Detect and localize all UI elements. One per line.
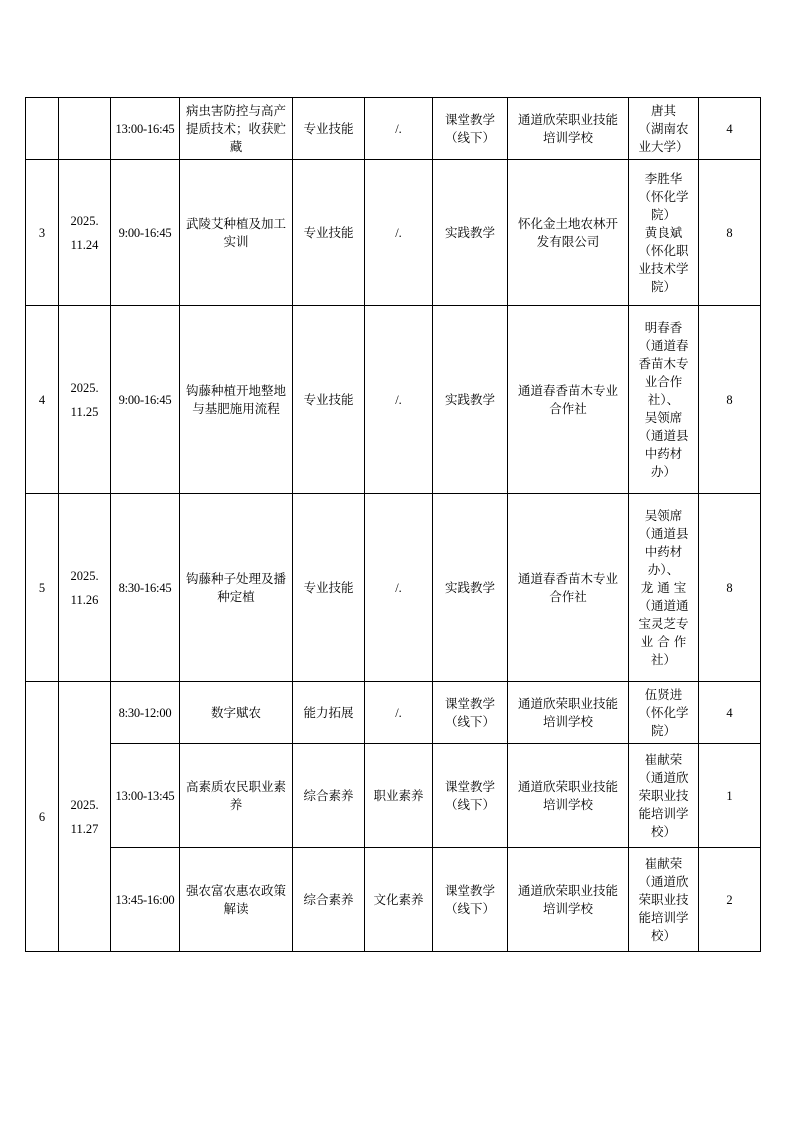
course-cell: 高素质农民职业素 养 [180,744,293,848]
category-cell: 专业技能 [293,98,365,160]
venue-cell: 通道欣荣职业技能 培训学校 [508,98,629,160]
course-cell: 数字赋农 [180,682,293,744]
teacher-cell: 崔献荣 （通道欣 荣职业技 能培训学 校） [629,744,699,848]
mode-cell: 课堂教学 （线下） [433,98,508,160]
category-cell: 能力拓展 [293,682,365,744]
subcategory-cell: /. [365,160,433,306]
teacher-cell: 吴领席 （通道县 中药材 办）、 龙 通 宝 （通道通 宝灵芝专 业 合 作 社） [629,494,699,682]
category-cell: 综合素养 [293,848,365,952]
serial-cell: 5 [26,494,59,682]
mode-cell: 课堂教学 （线下） [433,682,508,744]
table-row [26,848,761,952]
course-cell: 病虫害防控与高产 提质技术；收获贮 藏 [180,98,293,160]
subcategory-cell: /. [365,494,433,682]
subcategory-cell: /. [365,682,433,744]
subcategory-cell: /. [365,98,433,160]
table-row [26,494,761,682]
table-row [26,744,761,848]
teacher-cell: 明春香 （通道春 香苗木专 业合作 社）、 吴领席 （通道县 中药材 办） [629,306,699,494]
time-cell: 13:45-16:00 [111,848,180,952]
course-cell: 强农富农惠农政策 解读 [180,848,293,952]
table-row [26,306,761,494]
time-cell: 13:00-16:45 [111,98,180,160]
time-cell: 9:00-16:45 [111,160,180,306]
category-cell: 专业技能 [293,494,365,682]
teacher-cell: 崔献荣 （通道欣 荣职业技 能培训学 校） [629,848,699,952]
mode-cell: 实践教学 [433,306,508,494]
serial-cell: 4 [26,306,59,494]
mode-cell: 实践教学 [433,494,508,682]
time-cell: 13:00-13:45 [111,744,180,848]
hours-cell: 4 [699,98,761,160]
course-cell: 武陵艾种植及加工 实训 [180,160,293,306]
venue-cell: 通道欣荣职业技能 培训学校 [508,744,629,848]
teacher-cell: 伍贤进 （怀化学 院） [629,682,699,744]
date-cell: 2025. 11.24 [59,160,111,306]
venue-cell: 通道春香苗木专业 合作社 [508,306,629,494]
subcategory-cell: /. [365,306,433,494]
hours-cell: 1 [699,744,761,848]
date-cell: 2025. 11.27 [59,682,111,952]
course-cell: 钩藤种植开地整地 与基肥施用流程 [180,306,293,494]
subcategory-cell: 文化素养 [365,848,433,952]
date-cell [59,98,111,160]
serial-cell: 3 [26,160,59,306]
serial-cell: 6 [26,682,59,952]
hours-cell: 8 [699,494,761,682]
time-cell: 8:30-12:00 [111,682,180,744]
hours-cell: 2 [699,848,761,952]
serial-cell [26,98,59,160]
hours-cell: 4 [699,682,761,744]
venue-cell: 通道欣荣职业技能 培训学校 [508,848,629,952]
teacher-cell: 李胜华 （怀化学 院） 黄良斌 （怀化职 业技术学 院） [629,160,699,306]
table-row [26,682,761,744]
time-cell: 9:00-16:45 [111,306,180,494]
mode-cell: 实践教学 [433,160,508,306]
category-cell: 综合素养 [293,744,365,848]
category-cell: 专业技能 [293,160,365,306]
venue-cell: 怀化金土地农林开 发有限公司 [508,160,629,306]
subcategory-cell: 职业素养 [365,744,433,848]
date-cell: 2025. 11.26 [59,494,111,682]
table-row [26,98,761,160]
venue-cell: 通道欣荣职业技能 培训学校 [508,682,629,744]
mode-cell: 课堂教学 （线下） [433,848,508,952]
hours-cell: 8 [699,306,761,494]
venue-cell: 通道春香苗木专业 合作社 [508,494,629,682]
hours-cell: 8 [699,160,761,306]
time-cell: 8:30-16:45 [111,494,180,682]
date-cell: 2025. 11.25 [59,306,111,494]
category-cell: 专业技能 [293,306,365,494]
mode-cell: 课堂教学 （线下） [433,744,508,848]
table-row [26,160,761,306]
teacher-cell: 唐其 （湖南农 业大学） [629,98,699,160]
course-cell: 钩藤种子处理及播 种定植 [180,494,293,682]
schedule-table [25,97,761,952]
